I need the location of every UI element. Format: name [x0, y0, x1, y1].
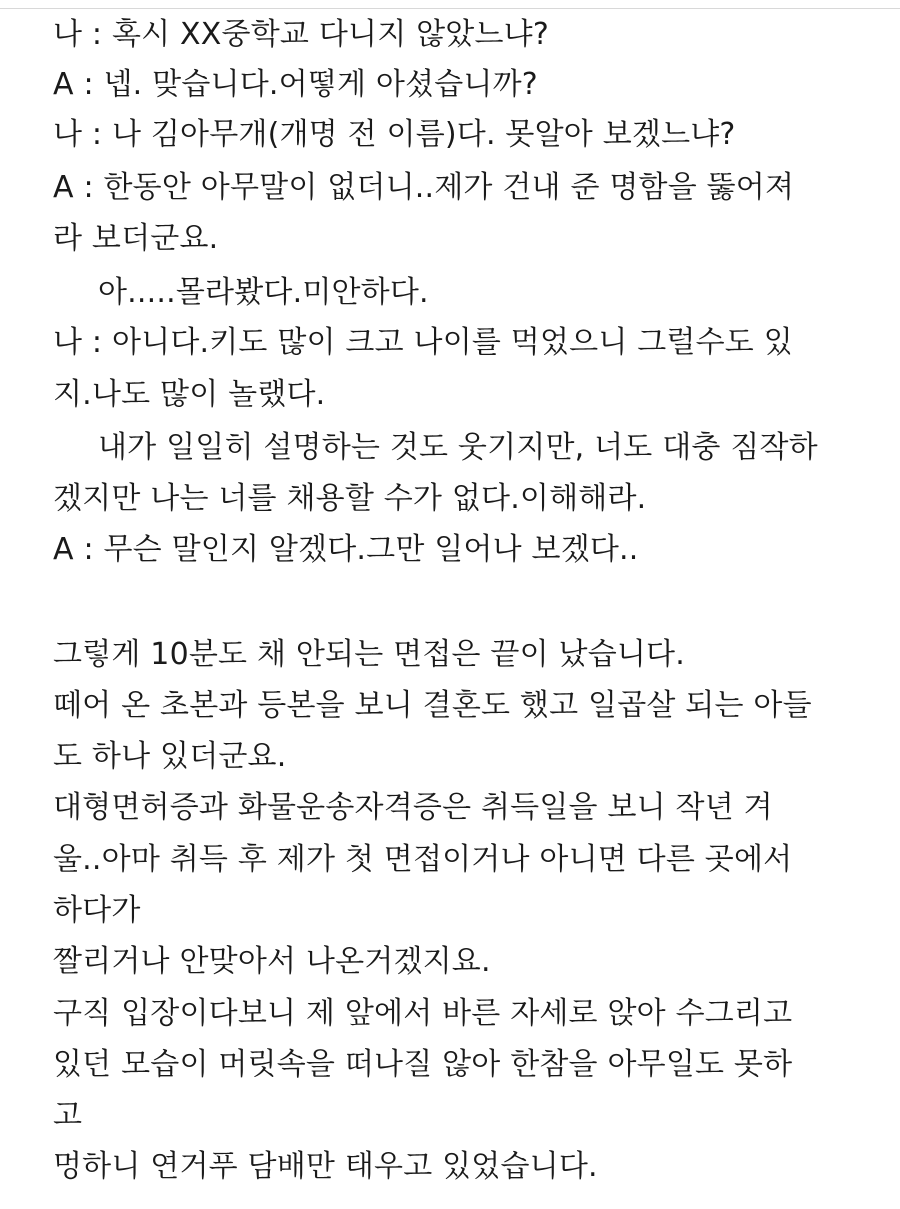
top-divider	[0, 8, 900, 9]
text-line: 아.....몰라봤다.미안하다.	[98, 275, 429, 310]
text-line: 지.나도 많이 놀랬다.	[53, 377, 326, 412]
text-line: 고	[53, 1098, 83, 1133]
text-line: A : 무슨 말인지 알겠다.그만 일어나 보겠다..	[53, 532, 639, 567]
text-line: 도 하나 있더군요.	[53, 739, 287, 774]
text-line: 라 보더군요.	[53, 221, 219, 256]
text-line: 있던 모습이 머릿속을 떠나질 않아 한참을 아무일도 못하	[53, 1047, 793, 1082]
text-line: 하다가	[53, 893, 141, 928]
text-line: A : 한동안 아무말이 없더니..제가 건내 준 명함을 뚫어져	[53, 170, 795, 205]
text-line: 그렇게 10분도 채 안되는 면접은 끝이 났습니다.	[53, 637, 685, 672]
text-line: 대형면허증과 화물운송자격증은 취득일을 보니 작년 겨	[53, 790, 773, 825]
text-line: A : 넵. 맞습니다.어떻게 아셨습니까?	[53, 67, 538, 102]
text-line: 나 : 나 김아무개(개명 전 이름)다. 못알아 보겠느냐?	[53, 117, 736, 152]
text-line: 떼어 온 초본과 등본을 보니 결혼도 했고 일곱살 되는 아들	[53, 688, 812, 723]
text-line: 내가 일일히 설명하는 것도 웃기지만, 너도 대충 짐작하	[98, 430, 818, 465]
text-line: 울..아마 취득 후 제가 첫 면접이거나 아니면 다른 곳에서	[53, 842, 793, 877]
text-line: 나 : 혹시 XX중학교 다니지 않았느냐?	[53, 17, 549, 52]
text-line: 겠지만 나는 너를 채용할 수가 없다.이해해라.	[53, 481, 647, 516]
text-line: 구직 입장이다보니 제 앞에서 바른 자세로 앉아 수그리고	[53, 996, 793, 1031]
text-line: 멍하니 연거푸 담배만 태우고 있었습니다.	[53, 1149, 598, 1184]
text-line: 짤리거나 안맞아서 나온거겠지요.	[53, 944, 491, 979]
text-line: 나 : 아니다.키도 많이 크고 나이를 먹었으니 그럴수도 있	[53, 325, 793, 360]
